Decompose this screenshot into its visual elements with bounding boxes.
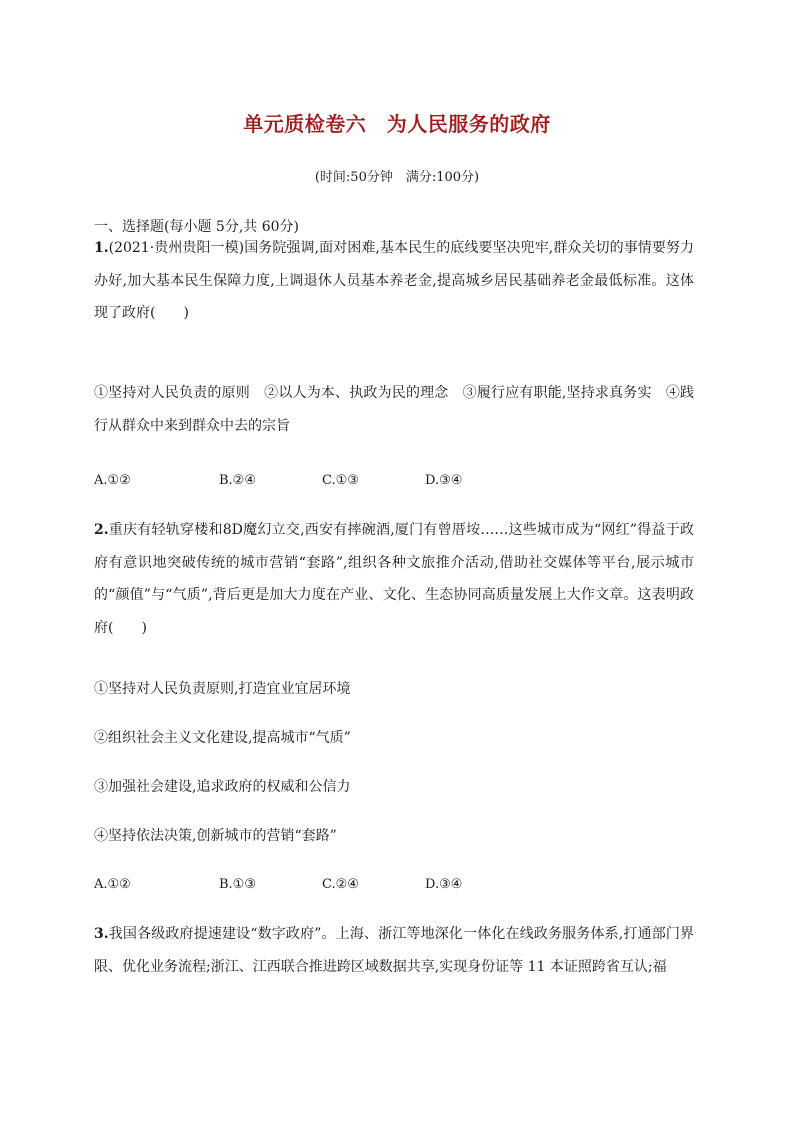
question-2-statement-3: ③加强社会建设,追求政府的权威和公信力 [94,779,351,795]
question-2-option-a: A.①② [94,877,131,892]
question-text: (2021·贵州贵阳一模)国务院强调,面对困难,基本民生的底线要坚决兜牢,群众关切的事情要努力办好,加大基本民生保障力度,上调退休人员基本养老金,提高城乡居民基础养老金最低标准。这体现了政府( ) [94,240,694,321]
question-3-stem [94,918,694,983]
question-number: 2. [94,522,109,538]
question-2-statement-2: ②组织社会主义文化建设,提高城市“气质” [94,730,351,746]
question-1-stem [94,232,694,330]
question-number: 3. [94,926,109,942]
question-2-option-c: C.②④ [322,877,359,892]
question-2-statement-4: ④坚持依法决策,创新城市的营销“套路” [94,828,337,844]
question-2-statement-1: ①坚持对人民负责原则,打造宜业宜居环境 [94,681,351,697]
question-1-option-d: D.③④ [425,473,463,488]
question-text: 我国各级政府提速建设“数字政府”。上海、浙江等地深化一体化在线政务服务体系,打通部门界限、优化业务流程;浙江、江西联合推进跨区域数据共享,实现身份证等 11 本证照跨省互认;福 [94,926,694,975]
page-title: 单元质检卷六 为人民服务的政府 [243,112,551,136]
question-number: 1. [94,240,109,256]
question-1-option-c: C.①③ [322,473,359,488]
question-1-option-b: B.②④ [219,473,256,488]
exam-time-score: (时间:50分钟 满分:100分) [314,170,480,185]
question-1-statements: ①坚持对人民负责的原则 ②以人为本、执政为民的理念 ③履行应有职能,坚持求真务实 ④践行从群众中来到群众中去的宗旨 [94,385,694,434]
question-1-option-a: A.①② [94,473,131,488]
question-2-option-b: B.①③ [219,877,256,892]
section-heading: 一、选择题(每小题 5分,共 60分) [94,219,299,235]
question-text: 重庆有轻轨穿楼和8D魔幻立交,西安有摔碗酒,厦门有曾厝垵……这些城市成为“网红”得益于政府有意识地突破传统的城市营销“套路”,组织各种文旅推介活动,借助社交媒体等平台,展示城市的“颜值”与“气质”,背后更是加大力度在产业、文化、生态协同高质量发展上大作文章。这表明政府( ) [94,522,694,636]
question-2-option-d: D.③④ [425,877,463,892]
question-2-stem [94,514,694,644]
